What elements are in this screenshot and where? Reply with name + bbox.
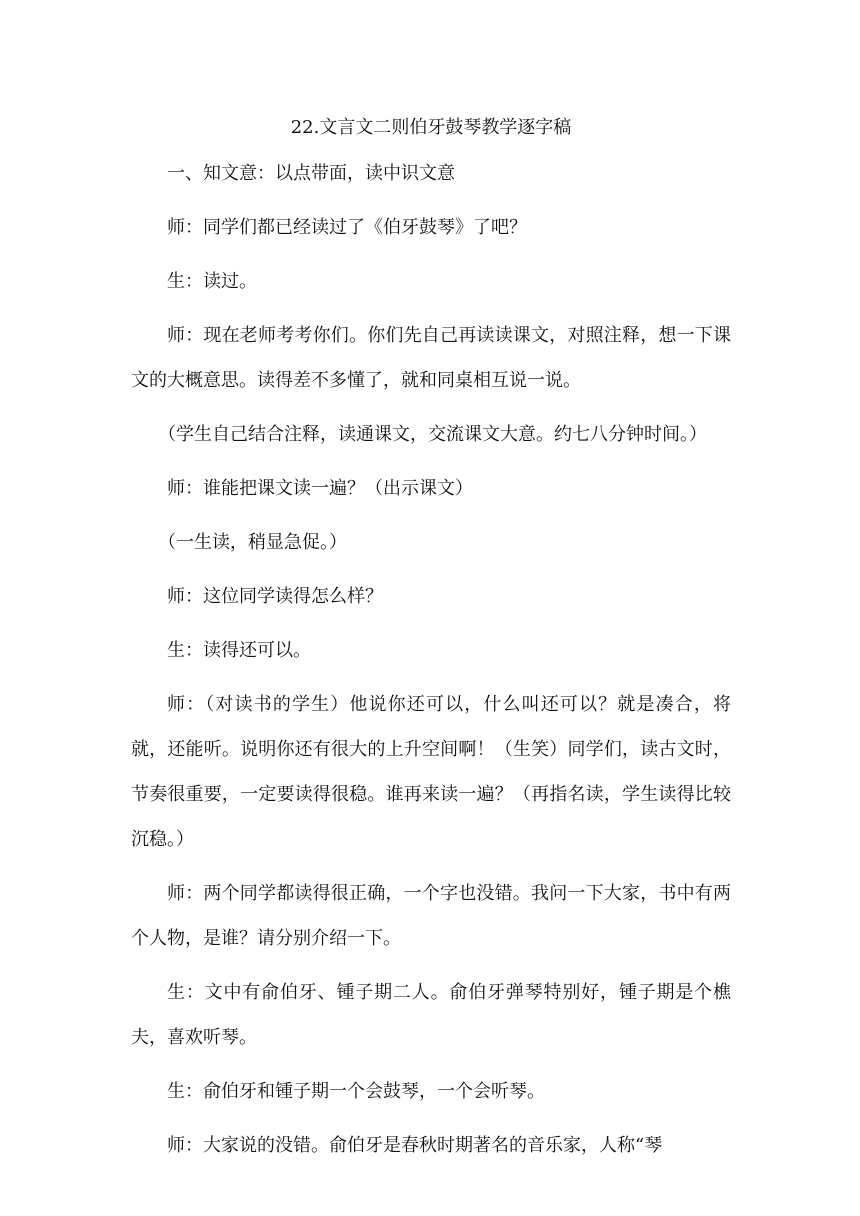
dialogue-paragraph: 生：读得还可以。 xyxy=(167,640,311,661)
dialogue-paragraph: 师：现在老师考考你们。你们先自己再读读课文，对照注释，想一下课文的大概意思。读得差不多懂了，就和同桌相互说一说。 xyxy=(131,325,731,391)
document-title: 22.文言文二则伯牙鼓琴教学逐字稿 xyxy=(290,117,572,138)
dialogue-paragraph: 师：大家说的没错。俞伯牙是春秋时期著名的音乐家，人称“琴 xyxy=(167,1135,663,1156)
section-heading: 一、知文意：以点带面，读中识文意 xyxy=(167,163,455,184)
dialogue-paragraph: 生：俞伯牙和锺子期一个会鼓琴，一个会听琴。 xyxy=(167,1081,545,1102)
dialogue-paragraph: 师：两个同学都读得很正确，一个字也没错。我问一下大家，书中有两个人物，是谁？请分别介绍一下。 xyxy=(131,883,731,949)
stage-direction-paragraph: （一生读，稍显急促。） xyxy=(158,532,347,553)
dialogue-paragraph: 师：这位同学读得怎么样？ xyxy=(167,586,383,607)
dialogue-paragraph: 师：同学们都已经读过了《伯牙鼓琴》了吧？ xyxy=(167,217,527,238)
document-body xyxy=(131,110,731,1177)
dialogue-paragraph: 生：读过。 xyxy=(167,271,257,292)
dialogue-paragraph: 师：谁能把课文读一遍？（出示课文） xyxy=(167,478,473,499)
dialogue-paragraph: 师：（对读书的学生）他说你还可以，什么叫还可以？就是凑合，将就，还能听。说明你还有很大的上升空间啊！（生笑）同学们，读古文时，节奏很重要，一定要读得很稳。谁再来读一遍？（再指名读，学生读得比较沉稳。） xyxy=(131,694,731,850)
stage-direction-paragraph: （学生自己结合注释，读通课文，交流课文大意。约七八分钟时间。） xyxy=(158,424,707,445)
dialogue-paragraph: 生：文中有俞伯牙、锺子期二人。俞伯牙弹琴特别好，锺子期是个樵夫，喜欢听琴。 xyxy=(131,982,731,1048)
